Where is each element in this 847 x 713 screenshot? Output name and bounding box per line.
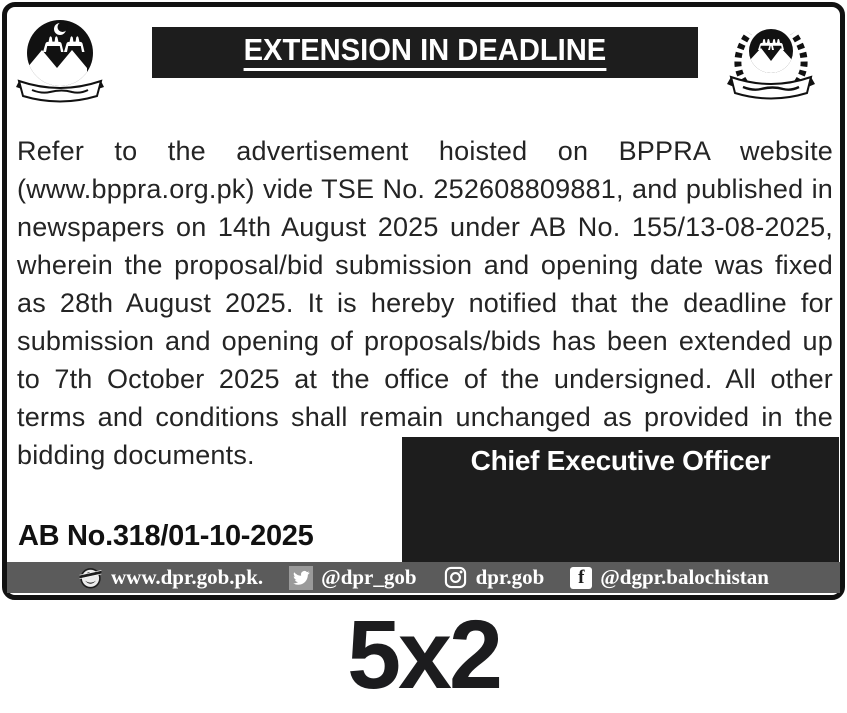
notice-title-bar (152, 27, 698, 78)
footer-website-label: www.dpr.gob.pk. (111, 565, 264, 589)
globe-icon (78, 565, 103, 590)
ab-number: AB No.318/01-10-2025 (18, 520, 314, 552)
twitter-icon (289, 566, 313, 590)
footer-twitter (289, 565, 416, 590)
dgpr-balochistan-emblem-icon (707, 17, 835, 107)
footer-facebook-label: @dgpr.balochistan (600, 565, 769, 589)
footer-website (78, 565, 263, 590)
notice-title: EXTENSION IN DEADLINE (244, 34, 607, 72)
footer-facebook (570, 565, 769, 590)
footer-twitter-label: @dpr_gob (321, 565, 417, 589)
instagram-icon (443, 565, 468, 590)
signatory-box (402, 437, 839, 562)
dpr-footer-bar (7, 562, 840, 593)
footer-instagram (443, 565, 545, 590)
signatory-title: Chief Executive Officer (470, 445, 771, 476)
balochistan-government-emblem-icon (12, 15, 108, 105)
ad-size-tag: 5x2 (347, 600, 500, 709)
notice-body-text: Refer to the advertisement hoisted on BPPRA website (www.bppra.org.pk) vide TSE No. 252608809881, and published in newspapers on 14th August 2025 under AB No. 155/13-08-2025, wherein the proposal/bid submission and opening date was fixed as 28th August 2025. It is hereby notified that the deadline for submission and opening of proposals/bids has been extended up to 7th October 2025 at the office of the undersigned. All other terms and conditions shall remain unchanged as provided in the bidding documents. (17, 136, 833, 470)
footer-instagram-label: dpr.gob (475, 565, 545, 589)
advertisement-border (2, 2, 845, 600)
facebook-icon: f (570, 567, 592, 589)
